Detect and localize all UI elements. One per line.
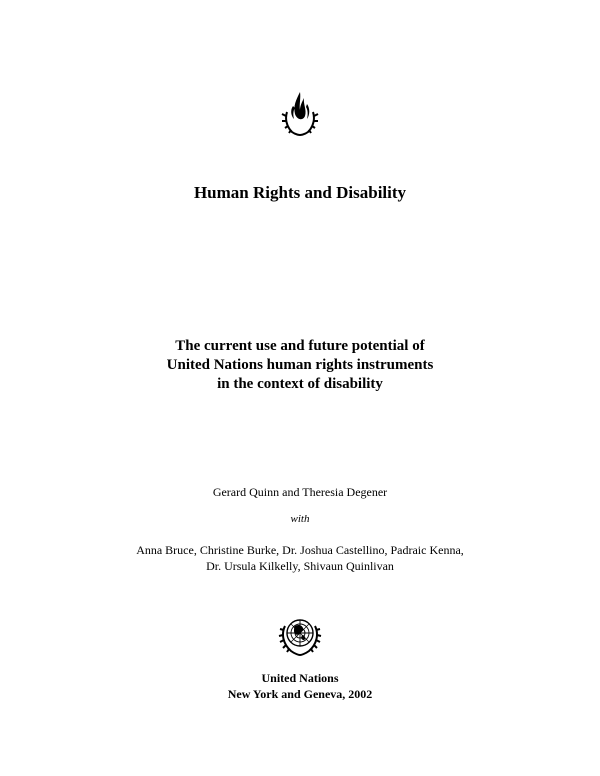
subtitle-line: The current use and future potential of — [175, 338, 425, 354]
publisher-line: New York and Geneva, 2002 — [227, 687, 373, 701]
subtitle — [0, 337, 600, 394]
human-rights-flame-emblem-icon — [279, 88, 321, 140]
page-title: Human Rights and Disability — [193, 183, 407, 202]
contributors — [0, 542, 600, 574]
subtitle-line: United Nations human rights instruments — [166, 357, 434, 373]
contributors-line: Anna Bruce, Christine Burke, Dr. Joshua Castellino, Padraic Kenna, — [136, 543, 464, 557]
authors: Gerard Quinn and Theresia Degener — [212, 485, 388, 499]
contributors-line: Dr. Ursula Kilkelly, Shivaun Quinlivan — [206, 559, 394, 573]
subtitle-line: in the context of disability — [217, 376, 383, 392]
with-label: with — [290, 513, 310, 525]
united-nations-emblem-icon — [275, 610, 325, 660]
publisher — [0, 670, 600, 702]
publisher-line: United Nations — [261, 671, 339, 685]
